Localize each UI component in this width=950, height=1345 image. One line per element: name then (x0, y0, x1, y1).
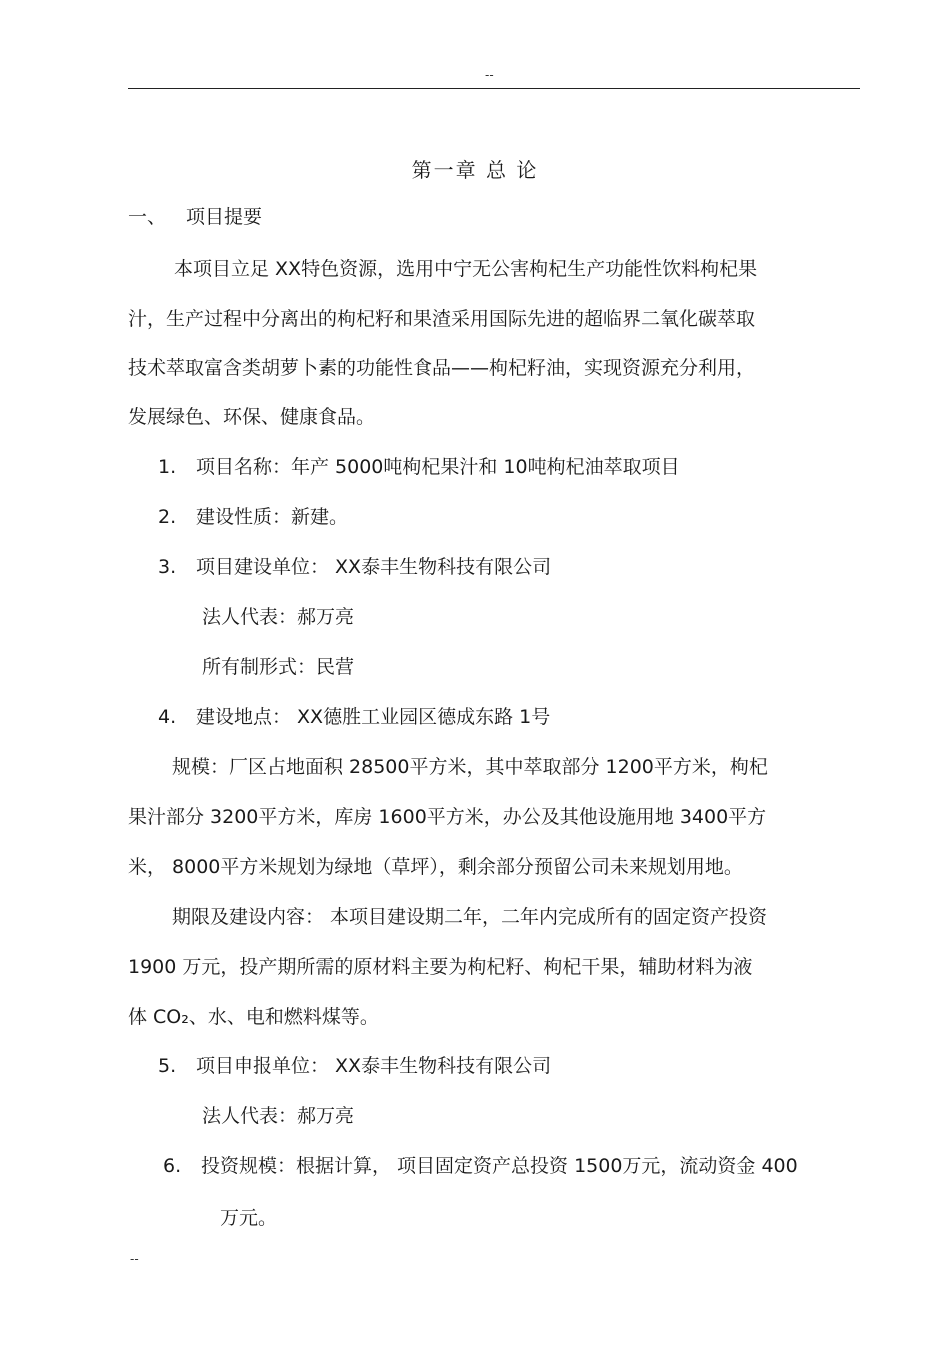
item-5 (158, 1054, 551, 1078)
intro-line-2: 汁，生产过程中分离出的枸杞籽和果渣采用国际先进的超临界二氧化碳萃取 (128, 308, 756, 330)
item-number: 3. (158, 556, 177, 578)
header-mark: -- (485, 68, 494, 82)
scale-line-2: 果汁部分 3200平方米，库房 1600平方米，办公及其他设施用地 3400平方 (128, 806, 767, 828)
section-number: 一、 (128, 206, 167, 228)
item-2 (158, 505, 348, 529)
item-text: 项目建设单位： XX泰丰生物科技有限公司 (196, 556, 552, 578)
section-heading (128, 205, 262, 229)
scale-line-3: 米， 8000平方米规划为绿地（草坪），剩余部分预留公司未来规划用地。 (128, 856, 743, 878)
item-3-ownership: 所有制形式：民营 (202, 656, 355, 678)
item-text: 建设地点： XX德胜工业园区德成东路 1号 (196, 706, 551, 728)
intro-line-4: 发展绿色、环保、健康食品。 (128, 406, 376, 428)
item-6 (163, 1154, 798, 1178)
item-number: 6. (163, 1155, 182, 1177)
item-text: 项目名称：年产 5000吨枸杞果汁和 10吨枸杞油萃取项目 (196, 456, 680, 478)
footer-mark: -- (130, 1252, 139, 1266)
header-rule (128, 88, 860, 89)
item-number: 4. (158, 706, 177, 728)
item-text: 投资规模：根据计算， 项目固定资产总投资 1500万元，流动资金 400 (201, 1155, 798, 1177)
item-number: 2. (158, 506, 177, 528)
item-5-legal-rep: 法人代表：郝万亮 (202, 1105, 355, 1127)
scale-line-1: 规模：厂区占地面积 28500平方米，其中萃取部分 1200平方米，枸杞 (172, 756, 768, 778)
item-6-continuation: 万元。 (220, 1207, 278, 1229)
item-3 (158, 555, 551, 579)
intro-line-1: 本项目立足 XX特色资源，选用中宁无公害枸杞生产功能性饮料枸杞果 (174, 258, 758, 280)
intro-line-3: 技术萃取富含类胡萝卜素的功能性食品——枸杞籽油，实现资源充分利用， (128, 357, 756, 379)
item-1 (158, 455, 680, 479)
item-text: 建设性质：新建。 (196, 506, 349, 528)
item-4 (158, 705, 550, 729)
period-line-1: 期限及建设内容： 本项目建设期二年，二年内完成所有的固定资产投资 (172, 906, 768, 928)
item-text: 项目申报单位： XX泰丰生物科技有限公司 (196, 1055, 552, 1077)
item-number: 5. (158, 1055, 177, 1077)
chapter-title: 第一章 总 论 (411, 158, 539, 182)
period-line-2: 1900 万元，投产期所需的原材料主要为枸杞籽、枸杞干果，辅助材料为液 (128, 956, 753, 978)
item-number: 1. (158, 456, 177, 478)
section-title: 项目提要 (186, 206, 263, 228)
period-line-3: 体 CO₂、水、电和燃料煤等。 (128, 1006, 379, 1028)
item-3-legal-rep: 法人代表：郝万亮 (202, 606, 355, 628)
